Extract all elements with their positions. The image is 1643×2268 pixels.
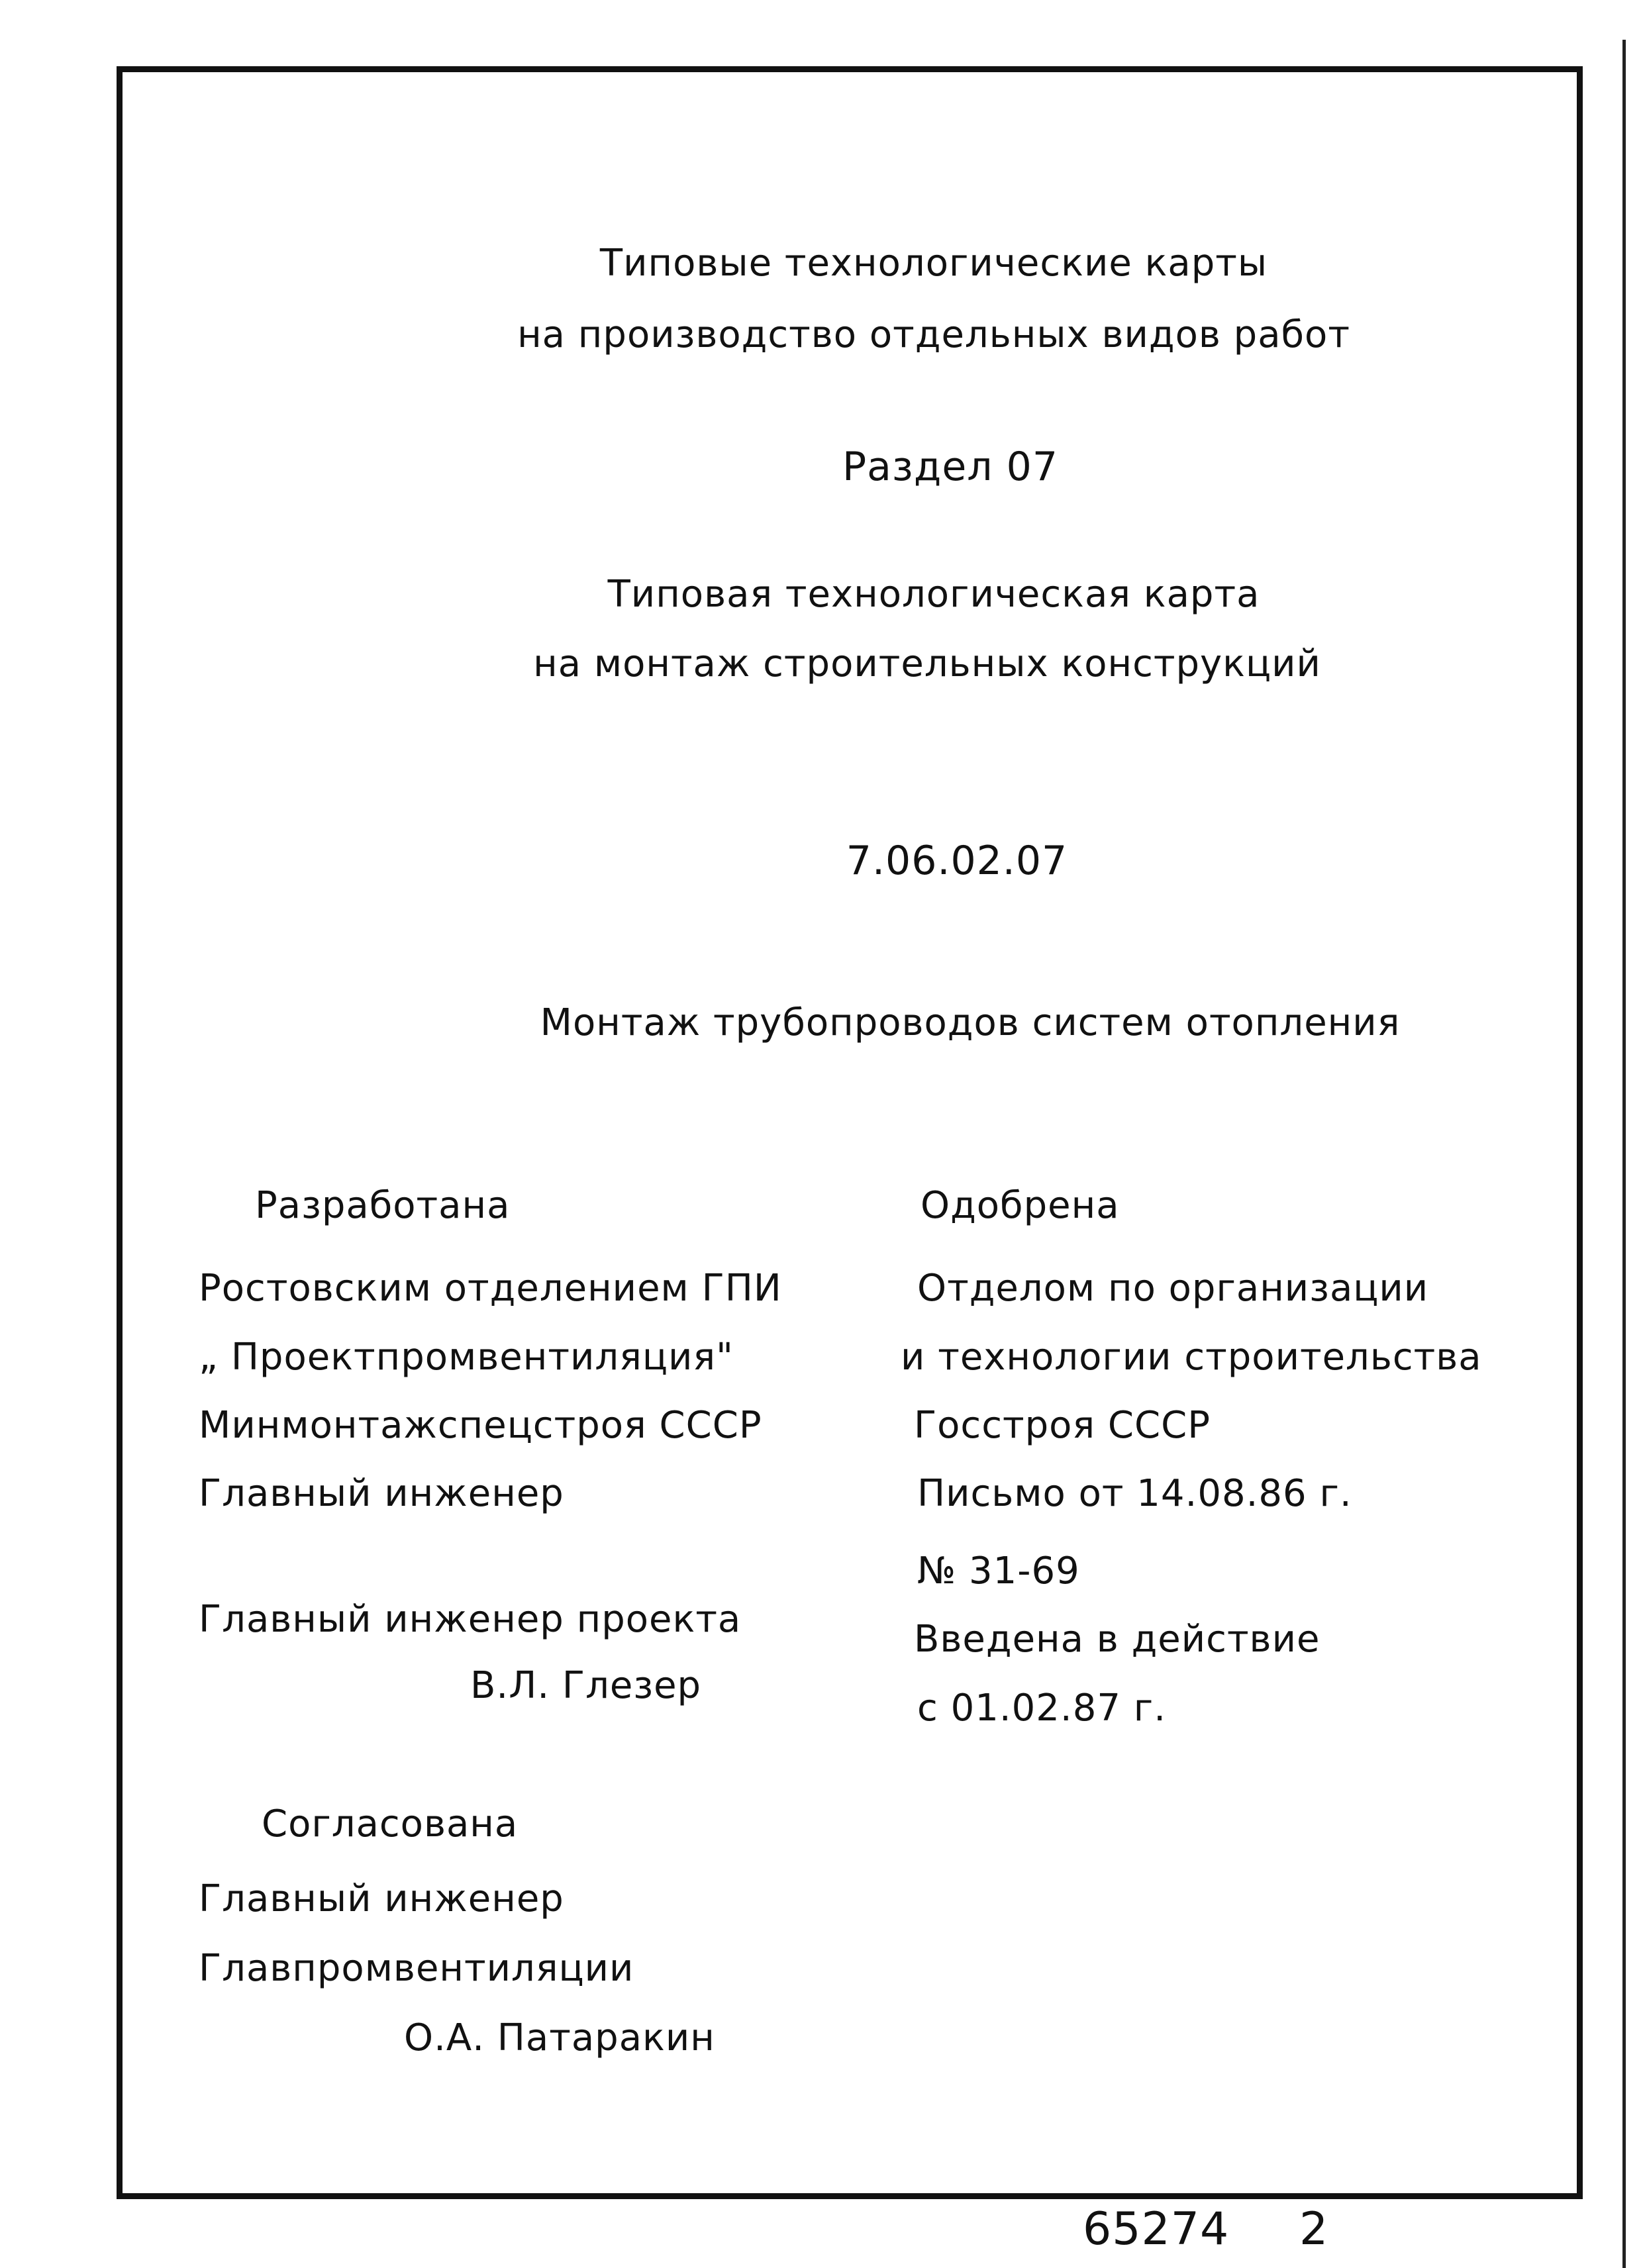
approved-heading: Одобрена	[921, 1184, 1120, 1227]
header-line-2: на производство отдельных видов работ	[517, 313, 1350, 356]
developed-line-1: Ростовским отделением ГПИ	[199, 1267, 782, 1310]
approved-line-4: Письмо от 14.08.86 г.	[917, 1472, 1352, 1515]
developed-line-4: Главный инженер	[199, 1472, 564, 1515]
approved-line-2: и технологии строительства	[901, 1336, 1482, 1379]
footer-page-number: 2	[1299, 2203, 1329, 2255]
subject-title: Монтаж трубопроводов систем отопления	[540, 1001, 1401, 1044]
developed-heading: Разработана	[255, 1184, 511, 1227]
document-code: 7.06.02.07	[846, 838, 1068, 884]
card-title-line-2: на монтаж строительных конструкций	[533, 642, 1321, 685]
agreed-heading: Согласована	[262, 1802, 519, 1846]
project-engineer-title: Главный инженер проекта	[199, 1598, 742, 1641]
side-rule	[1622, 40, 1626, 2268]
approved-line-1: Отделом по организации	[917, 1267, 1429, 1310]
developed-line-3: Минмонтажспецстроя СССР	[199, 1404, 762, 1447]
approved-line-7: с 01.02.87 г.	[917, 1687, 1166, 1730]
approved-line-6: Введена в действие	[914, 1618, 1320, 1661]
approved-line-3: Госстроя СССР	[914, 1404, 1211, 1447]
developed-line-2: „ Проектпромвентиляция"	[199, 1336, 734, 1379]
card-title-line-1: Типовая технологическая карта	[607, 573, 1260, 616]
footer-doc-number: 65274	[1083, 2203, 1230, 2255]
approved-line-5: № 31-69	[917, 1550, 1080, 1593]
agreed-name: О.А. Патаракин	[404, 2016, 715, 2059]
agreed-line-2: Главпромвентиляции	[199, 1947, 634, 1990]
section-label: Раздел 07	[842, 444, 1059, 490]
header-line-1: Типовые технологические карты	[599, 242, 1268, 285]
project-engineer-name: В.Л. Глезер	[470, 1664, 702, 1707]
agreed-line-1: Главный инженер	[199, 1877, 564, 1920]
